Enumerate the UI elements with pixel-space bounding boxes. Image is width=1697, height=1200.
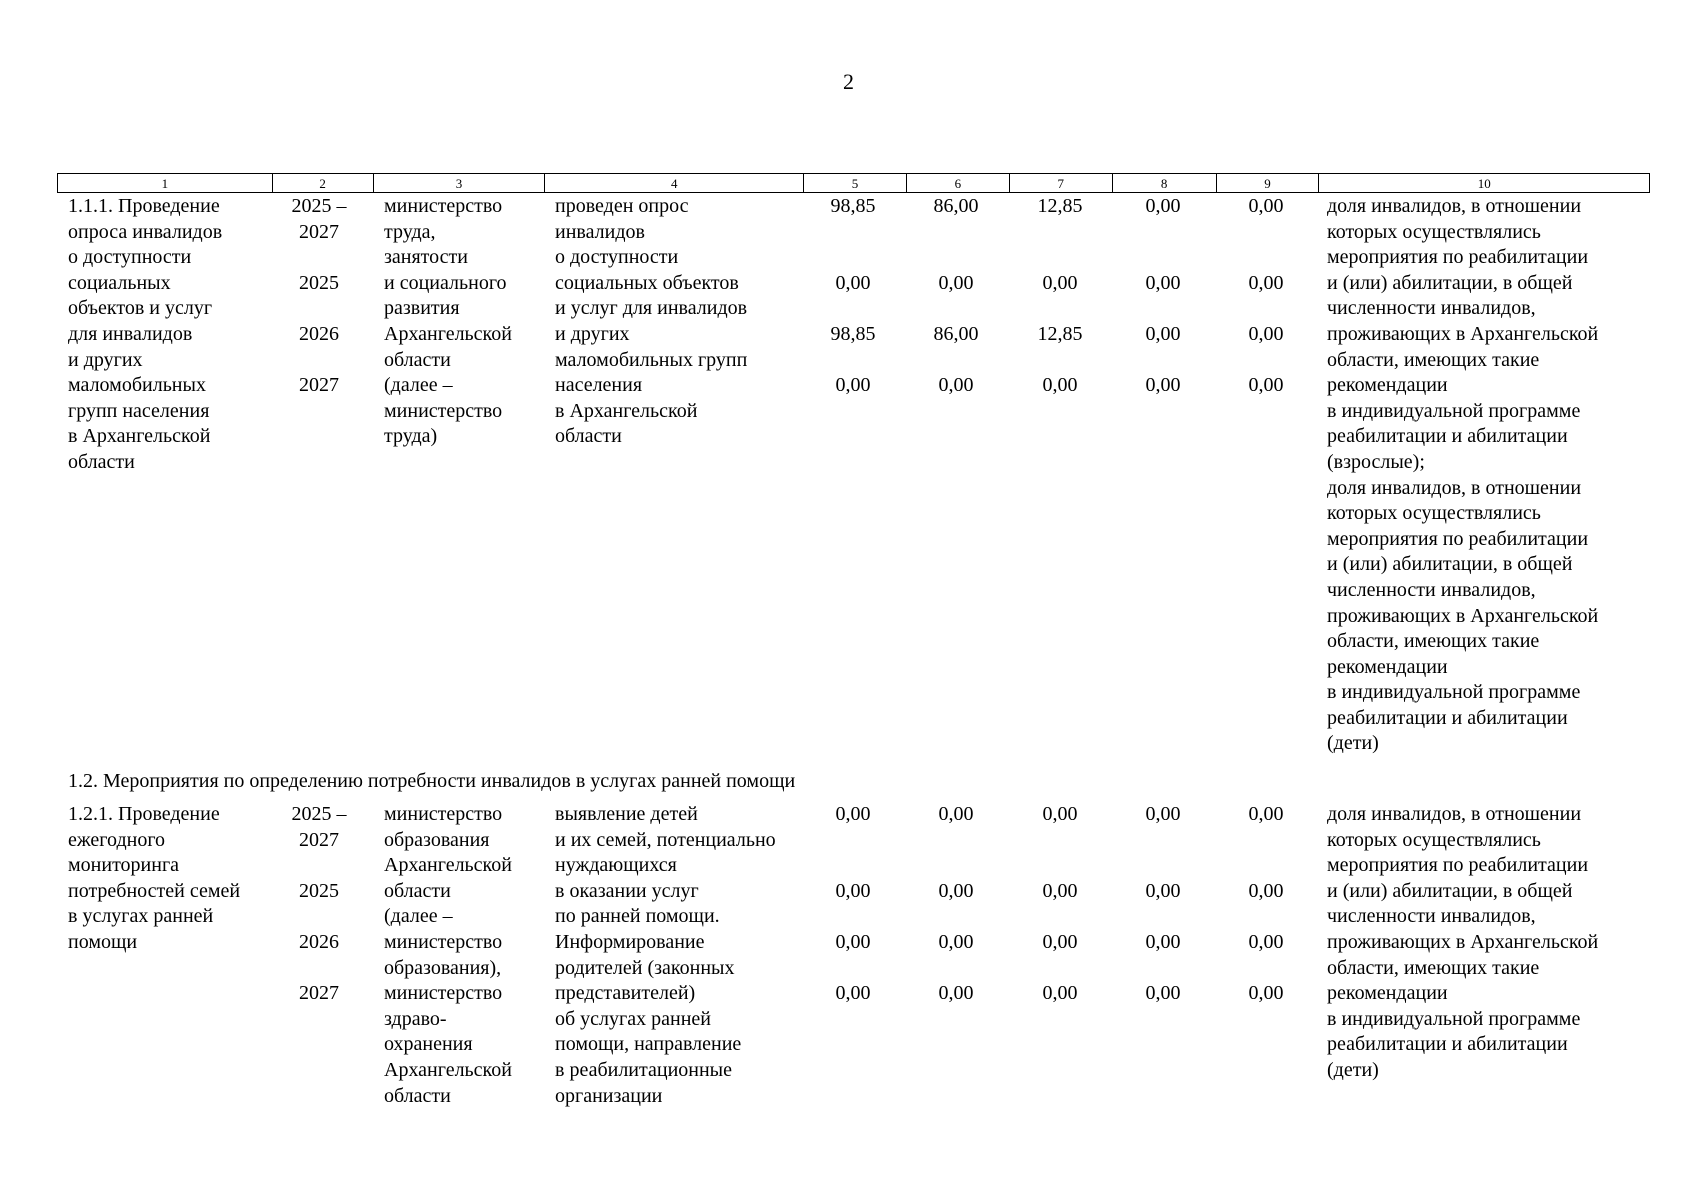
target-indicator: доля инвалидов, в отношении которых осуществлялись мероприятия по реабилитации и (или) абилитации, в общей численности инвалидов, проживающих в Архангельской области, имеющих такие рекомендации в индивидуальной программе реабилитации и абилитации (дети) <box>1327 803 1599 1081</box>
value-col8: 0,00 <box>1145 803 1181 825</box>
value-col6: 86,00 <box>933 195 979 217</box>
value-col9: 0,00 <box>1248 880 1284 902</box>
executor: министерство образования Архангельской области (далее – министерство образования), министерство здраво- охранения Архангельской области <box>384 803 512 1107</box>
expected-result: выявление детей и их семей, потенциально нуждающихся в оказании услуг по ранней помощи. Информирование родителей (законных представителей) об услугах ранней помощи, направление в реабилитационные организации <box>555 803 776 1107</box>
table-column-number-header <box>57 173 1650 193</box>
value-col6: 0,00 <box>938 982 974 1004</box>
value-col9: 0,00 <box>1248 272 1284 294</box>
year-values-row <box>57 879 1650 905</box>
column-number: 2 <box>273 174 374 192</box>
value-col6: 0,00 <box>938 880 974 902</box>
column-number: 5 <box>804 174 907 192</box>
value-col7: 0,00 <box>1042 272 1078 294</box>
value-col6: 0,00 <box>938 272 974 294</box>
column-number: 10 <box>1477 176 1491 191</box>
value-col8: 0,00 <box>1145 880 1181 902</box>
measure-title: 1.1.1. Проведение опроса инвалидов о доступности социальных объектов и услуг для инвалидов и других маломобильных групп населения в Архангельской области <box>68 195 223 473</box>
value-col8: 0,00 <box>1145 982 1181 1004</box>
column-number: 9 <box>1217 174 1320 192</box>
value-col9: 0,00 <box>1248 323 1284 345</box>
value-col8: 0,00 <box>1145 374 1181 396</box>
value-col8: 0,00 <box>1145 272 1181 294</box>
year-period: 2027 <box>299 982 339 1004</box>
year-period: 2026 <box>299 931 339 953</box>
value-col9: 0,00 <box>1248 982 1284 1004</box>
value-col7: 12,85 <box>1037 195 1083 217</box>
value-col7: 0,00 <box>1042 931 1078 953</box>
value-col7: 0,00 <box>1042 982 1078 1004</box>
value-col6: 0,00 <box>938 374 974 396</box>
value-col6: 86,00 <box>933 323 979 345</box>
page-number: 2 <box>843 69 854 94</box>
year-values-row <box>57 930 1650 956</box>
year-period: 2025 – 2027 <box>291 195 347 243</box>
value-col8: 0,00 <box>1145 931 1181 953</box>
year-values-row <box>57 322 1650 348</box>
year-period: 2025 <box>299 272 339 294</box>
value-col9: 0,00 <box>1248 374 1284 396</box>
value-total: 98,85 <box>830 195 876 217</box>
value-total: 98,85 <box>830 323 876 345</box>
value-total: 0,00 <box>835 803 871 825</box>
year-values-row <box>57 373 1650 399</box>
year-values-row <box>57 194 1650 243</box>
value-total: 0,00 <box>835 880 871 902</box>
target-indicator: доля инвалидов, в отношении которых осуществлялись мероприятия по реабилитации и (или) абилитации, в общей численности инвалидов, проживающих в Архангельской области, имеющих такие рекомендации в индивидуальной программе реабилитации и абилитации (взрослые); доля инвалидов, в отношении которых осуществлялись мероприятия по реабилитации и (или) абилитации, в общей численности инвалидов, проживающих в Архангельской области, имеющих такие рекомендации в индивидуальной программе реабилитации и абилитации (дети) <box>1327 195 1599 755</box>
value-col7: 12,85 <box>1037 323 1083 345</box>
value-col7: 0,00 <box>1042 374 1078 396</box>
expected-result: проведен опрос инвалидов о доступности социальных объектов и услуг для инвалидов и других маломобильных групп населения в Архангельской области <box>555 195 748 448</box>
year-period: 2027 <box>299 374 339 396</box>
value-col9: 0,00 <box>1248 931 1284 953</box>
section-title: 1.2. Мероприятия по определению потребности инвалидов в услугах ранней помощи <box>68 770 796 792</box>
value-col9: 0,00 <box>1248 195 1284 217</box>
value-col7: 0,00 <box>1042 803 1078 825</box>
measure-title: 1.2.1. Проведение ежегодного мониторинга потребностей семей в услугах ранней помощи <box>68 803 241 953</box>
year-values-row <box>57 981 1650 1007</box>
value-col6: 0,00 <box>938 803 974 825</box>
value-total: 0,00 <box>835 931 871 953</box>
year-period: 2025 – 2027 <box>291 803 347 851</box>
value-total: 0,00 <box>835 982 871 1004</box>
value-col7: 0,00 <box>1042 880 1078 902</box>
value-col6: 0,00 <box>938 931 974 953</box>
column-number: 8 <box>1113 174 1217 192</box>
year-values-row <box>57 271 1650 297</box>
value-col8: 0,00 <box>1145 323 1181 345</box>
executor: министерство труда, занятости и социального развития Архангельской области (далее – министерство труда) <box>384 195 512 448</box>
value-col9: 0,00 <box>1248 803 1284 825</box>
column-number: 3 <box>374 174 546 192</box>
value-total: 0,00 <box>835 374 871 396</box>
year-period: 2025 <box>299 880 339 902</box>
column-number: 7 <box>1010 174 1113 192</box>
year-values-row <box>57 802 1650 851</box>
value-col8: 0,00 <box>1145 195 1181 217</box>
year-period: 2026 <box>299 323 339 345</box>
value-total: 0,00 <box>835 272 871 294</box>
column-number: 1 <box>58 174 273 192</box>
column-number: 4 <box>545 174 804 192</box>
column-number: 6 <box>907 174 1010 192</box>
